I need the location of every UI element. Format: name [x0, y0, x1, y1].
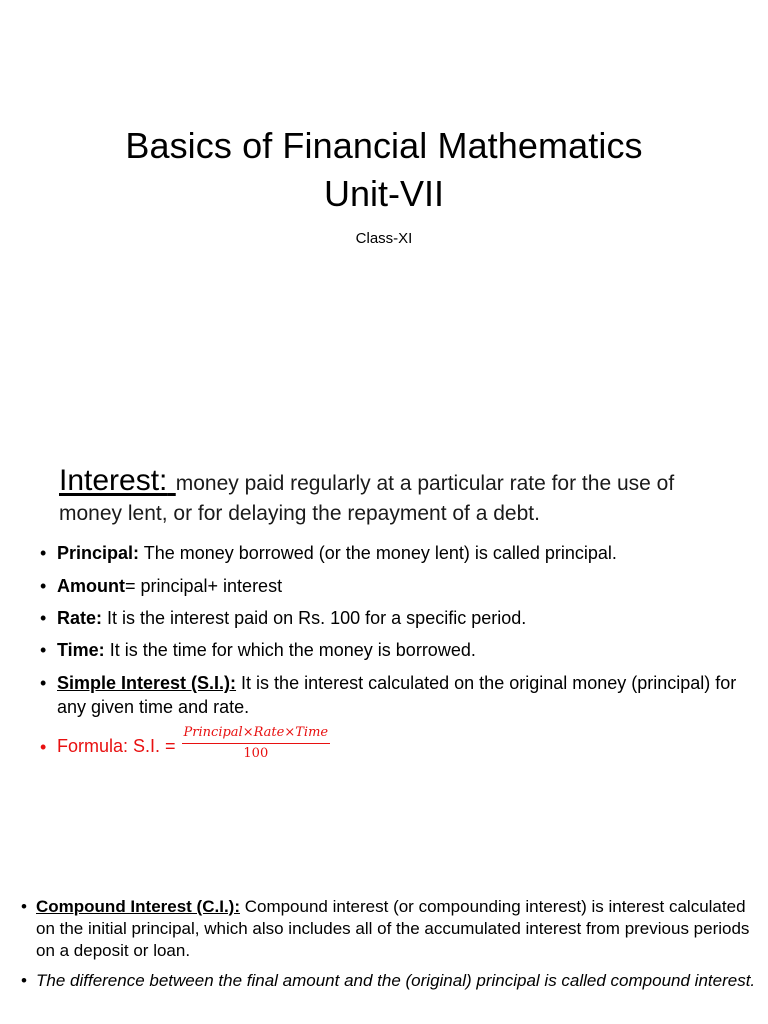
term-time: Time:	[57, 640, 105, 660]
definition-amount: = principal+ interest	[124, 576, 283, 596]
list-item-compound-interest	[21, 896, 756, 962]
list-item-principal	[40, 541, 740, 565]
bullet-icon: •	[40, 673, 47, 693]
bullet-icon: •	[40, 608, 47, 628]
list-item-time	[40, 638, 740, 662]
interest-heading	[59, 464, 176, 497]
bullet-icon: •	[40, 576, 47, 596]
definition-simple-interest: It is the interest calculated on the original money (principal) for any given time and rate.	[57, 673, 737, 717]
term-principal: Principal:	[57, 543, 140, 563]
formula-denominator: 100	[243, 746, 269, 761]
definition-principal: The money borrowed (or the money lent) is called principal.	[139, 543, 617, 563]
slide-subtitle: Class-XI	[355, 230, 413, 247]
interest-definition	[59, 466, 739, 529]
ci-difference-text: The difference between the final amount and the (original) principal is called compound interest.	[36, 971, 756, 990]
bullet-icon: •	[21, 897, 27, 916]
bullet-icon: •	[40, 737, 47, 757]
bullet-icon: •	[21, 971, 27, 990]
interest-heading-term: Interest:	[59, 464, 168, 497]
formula-label: Formula: S.I. =	[57, 735, 176, 756]
formula-row	[40, 727, 740, 764]
term-rate: Rate:	[57, 608, 103, 628]
definition-time: It is the time for which the money is borrowed.	[104, 640, 476, 660]
bullet-icon: •	[40, 543, 47, 563]
term-compound-interest: Compound Interest (C.I.):	[36, 897, 240, 916]
list-item-amount	[40, 574, 740, 598]
slide-title-line2: Unit-VII	[323, 173, 445, 214]
interest-definition-text: money paid regularly at a particular rate for the use of money lent, or for delaying the repayment of a debt.	[59, 472, 675, 525]
list-item-simple-interest	[40, 671, 740, 719]
list-item-rate	[40, 606, 740, 630]
formula-fraction	[182, 725, 331, 762]
list-item-ci-difference	[21, 970, 756, 992]
slide-title-line1: Basics of Financial Mathematics	[125, 125, 643, 166]
bullet-icon: •	[40, 640, 47, 660]
formula-numerator: Principal×Rate×Time	[182, 725, 331, 744]
definition-compound-interest: Compound interest (or compounding interest) is interest calculated on the initial principal, which also includes all of the accumulated interest from previous periods on a deposit or loan.	[36, 897, 750, 960]
term-amount: Amount	[57, 576, 125, 596]
definition-rate: It is the interest paid on Rs. 100 for a specific period.	[102, 608, 527, 628]
term-simple-interest: Simple Interest (S.I.):	[57, 673, 237, 693]
